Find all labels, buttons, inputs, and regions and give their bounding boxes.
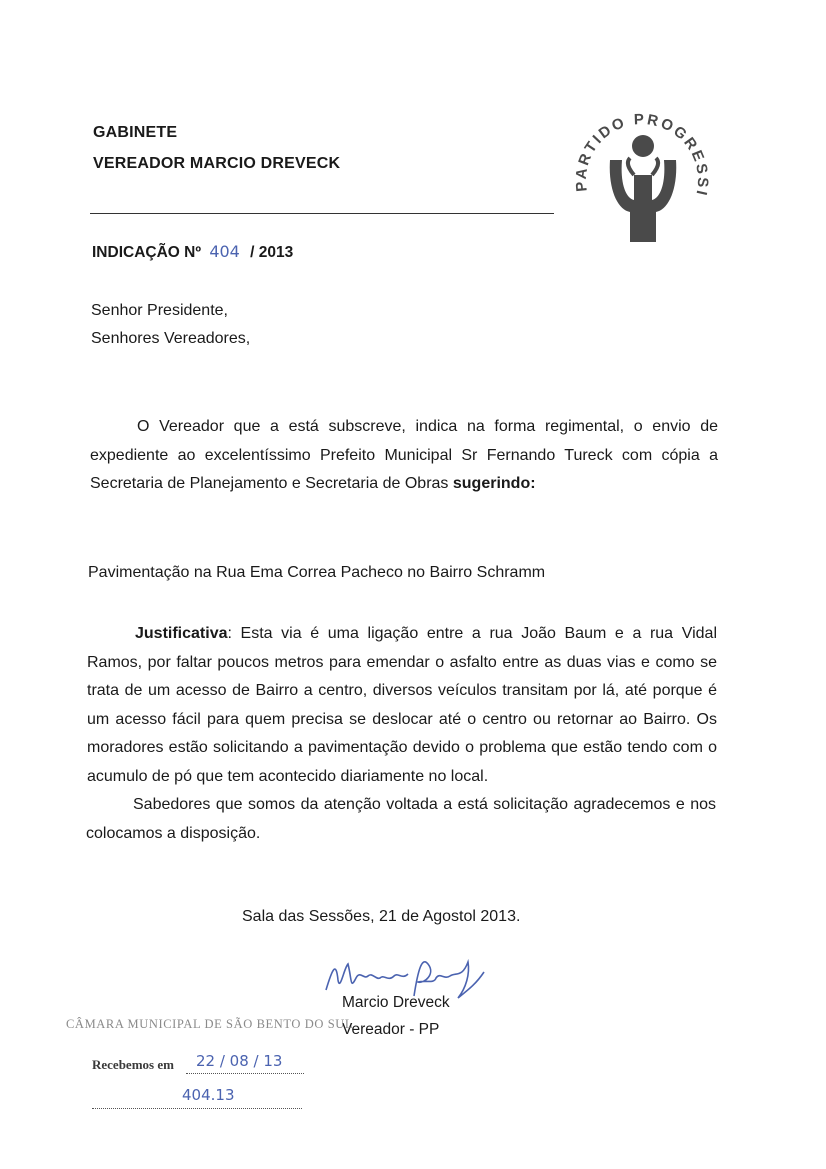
justificativa-text: : Esta via é uma ligação entre a rua João Baum e a rua Vidal Ramos, por faltar poucos metros para emendar o asfalto entre as duas vias e como se trata de um acesso de Bairro a centro, diversos veículos transitam por lá, até porque é um acesso fácil para quem precisa se deslocar até o centro ou retornar ao Bairro. Os moradores estão solicitando a pavimentação devido o problema que estão tendo com o acumulo de pó que tem acontecido diariamente no local. <box>87 625 717 785</box>
justificativa-paragraph <box>87 620 717 791</box>
stamp-received-label: Recebemos em <box>92 1057 174 1072</box>
salutation-president: Senhor Presidente, <box>91 302 228 319</box>
signatory-role: Vereador - PP <box>342 1021 440 1038</box>
place-date: Sala das Sessões, 21 de Agostol 2013. <box>242 908 521 925</box>
stamp-date-line <box>186 1073 304 1074</box>
indicacao-year: / 2013 <box>250 244 294 261</box>
stamp-received-date: 22 / 08 / 13 <box>196 1052 283 1070</box>
party-logo <box>568 100 718 250</box>
stamp-institution: CÂMARA MUNICIPAL DE SÃO BENTO DO SUL <box>66 1017 354 1031</box>
signatory-name: Marcio Dreveck <box>342 994 450 1011</box>
intro-text: O Vereador que a está subscreve, indica na forma regimental, o envio de expediente ao excelentíssimo Prefeito Municipal Sr Fernando Tureck com cópia a Secretaria de Planejamento e Secretaria de Obras <box>90 418 718 492</box>
stamp-protocol-number: 404.13 <box>182 1086 235 1104</box>
salutation-councillors: Senhores Vereadores, <box>91 330 251 347</box>
intro-bold: sugerindo: <box>452 475 536 492</box>
logo-text: PARTIDO PROGRESSI <box>572 111 712 200</box>
indicacao-number: 404 <box>209 242 240 261</box>
indicacao-label: INDICAÇÃO Nº <box>92 244 201 261</box>
subject-line: Pavimentação na Rua Ema Correa Pacheco no Bairro Schramm <box>88 564 546 581</box>
intro-paragraph <box>90 413 718 499</box>
header-divider <box>90 213 554 214</box>
header-vereador: VEREADOR MARCIO DREVECK <box>93 155 341 172</box>
pp-party-emblem-icon <box>568 100 718 250</box>
closing-paragraph: Sabedores que somos da atenção voltada a está solicitação agradecemos e nos colocamos a disposição. <box>86 796 716 842</box>
stamp-protocol-line <box>92 1108 302 1109</box>
indicacao-line <box>92 242 293 262</box>
header-gabinete: GABINETE <box>93 124 178 141</box>
justificativa-label: Justificativa <box>135 625 228 642</box>
